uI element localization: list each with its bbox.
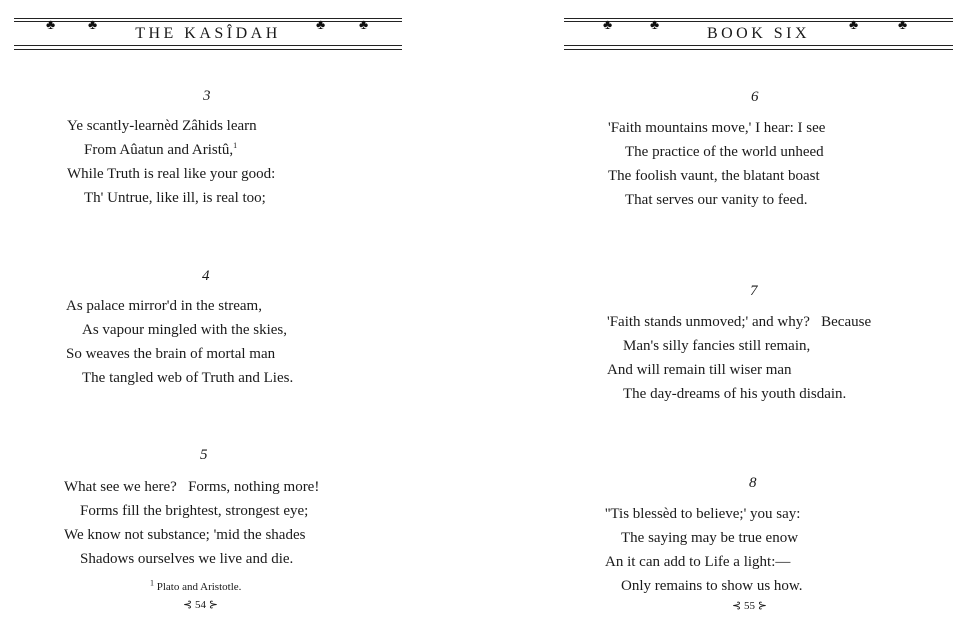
verse-line: Th' Untrue, like ill, is real too;: [84, 190, 266, 206]
verse-line: ''Tis blessèd to believe;' you say:: [605, 506, 801, 522]
verse-line: As palace mirror'd in the stream,: [66, 298, 262, 314]
club-ornament-icon: ♣: [316, 18, 326, 33]
verse-line: From Aûatun and Aristû,$^1$: [84, 141, 238, 158]
rule: [14, 45, 402, 46]
rule: [564, 49, 953, 50]
verse-line: While Truth is real like your good:: [67, 166, 276, 182]
running-head-title: THE KASÎDAH: [135, 25, 281, 42]
stanza-number: 5: [200, 447, 208, 463]
folio-ornament-icon: ⊱: [208, 599, 218, 611]
verse-line: The foolish vaunt, the blatant boast: [608, 168, 820, 184]
folio: [183, 598, 218, 611]
verse-line: 'Faith stands unmoved;' and why? Because: [607, 314, 872, 330]
club-ornament-icon: ♣: [88, 18, 98, 33]
verse-line: Ye scantly-learnèd Zâhids learn: [67, 118, 257, 134]
running-head-title: BOOK SIX: [706, 25, 811, 42]
verse-line: Forms fill the brightest, strongest eye;: [80, 503, 309, 519]
verse-line: Shadows ourselves we live and die.: [80, 551, 294, 567]
folio: [732, 599, 767, 612]
verse-line: The day-dreams of his youth disdain.: [623, 386, 847, 402]
club-ornament-icon: ♣: [603, 18, 613, 33]
verse-line: The practice of the world unheed: [625, 144, 824, 160]
folio-ornament-icon: ⊱: [757, 600, 767, 612]
folio-ornament-icon: ⊰: [183, 599, 193, 611]
verse-line: The saying may be true enow: [621, 530, 799, 546]
verse-line: That serves our vanity to feed.: [625, 192, 808, 208]
running-head: [14, 16, 402, 52]
club-ornament-icon: ♣: [650, 18, 660, 33]
verse-line: What see we here? Forms, nothing more!: [64, 479, 320, 495]
rule: [14, 18, 402, 19]
club-ornament-icon: ♣: [46, 18, 56, 33]
rule: [564, 21, 953, 22]
verse-line: We know not substance; 'mid the shades: [64, 527, 306, 543]
verse-line: Man's silly fancies still remain,: [623, 338, 811, 354]
club-ornament-icon: ♣: [359, 18, 369, 33]
club-ornament-icon: ♣: [849, 18, 859, 33]
stanza-number: 7: [750, 283, 758, 299]
club-ornament-icon: ♣: [898, 18, 908, 33]
folio-ornament-icon: ⊰: [732, 600, 742, 612]
right-page: [479, 0, 958, 642]
stanza-number: 6: [751, 89, 759, 105]
footnote: $^1$ Plato and Aristotle.: [150, 578, 242, 593]
footnote-mark: 1: [233, 141, 238, 150]
stanza-number: 4: [202, 268, 210, 284]
rule: [564, 18, 953, 19]
rule: [14, 21, 402, 22]
verse-line: Only remains to show us how.: [621, 578, 803, 594]
running-head: [564, 16, 953, 52]
verse-line: 'Faith mountains move,' I hear: I see: [608, 120, 826, 136]
verse-line: As vapour mingled with the skies,: [82, 322, 287, 338]
page-number: 55: [743, 600, 755, 612]
verse-line: An it can add to Life a light:—: [605, 554, 791, 570]
page-number: 54: [194, 599, 206, 611]
verse-line: And will remain till wiser man: [607, 362, 792, 378]
rule: [564, 45, 953, 46]
stanza-number: 8: [749, 475, 757, 491]
rule: [14, 49, 402, 50]
stanza-number: 3: [203, 88, 211, 104]
verse-line: So weaves the brain of mortal man: [66, 346, 276, 362]
verse-line: The tangled web of Truth and Lies.: [82, 370, 294, 386]
